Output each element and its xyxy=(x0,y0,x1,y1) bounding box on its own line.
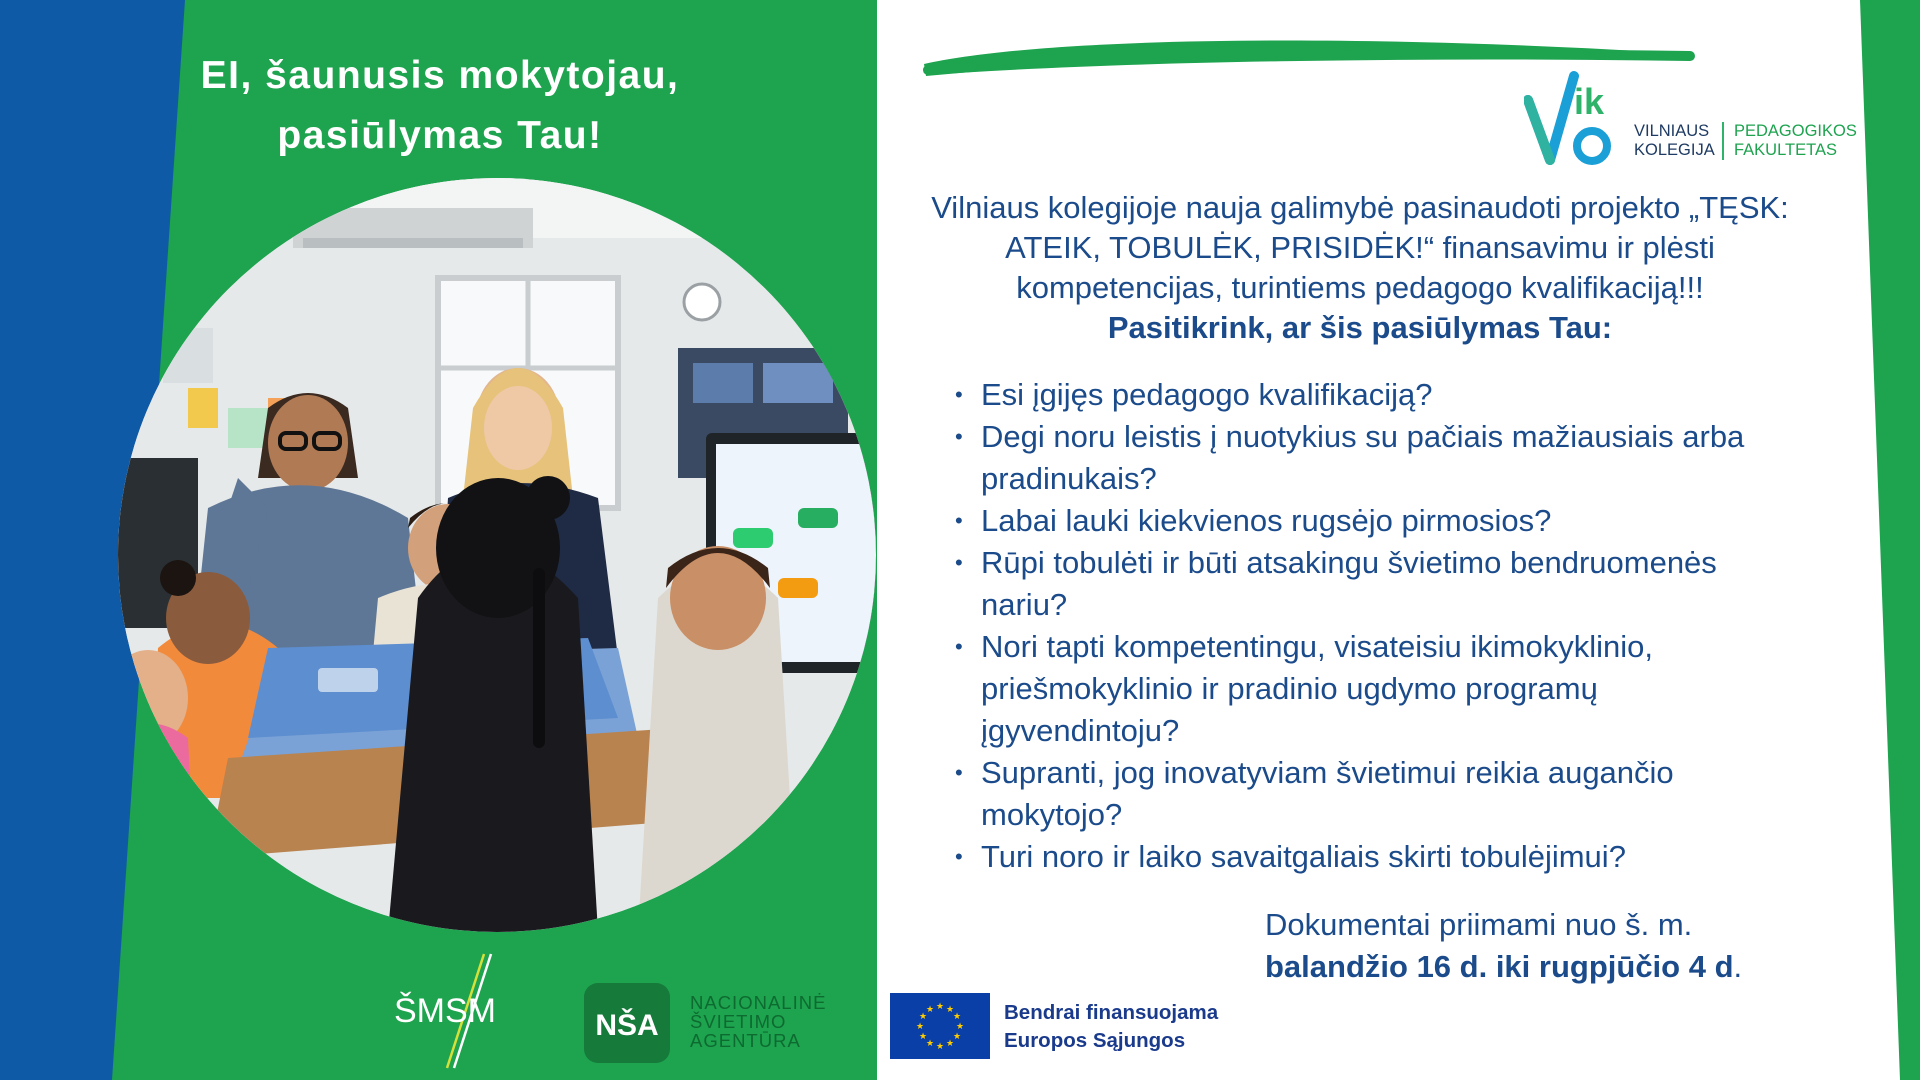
viko-logo xyxy=(1524,70,1884,170)
nsa-logo-text: NACIONALINĖ ŠVIETIMO AGENTŪRA xyxy=(690,992,827,1051)
criteria-item: • Nori tapti kompetentingu, visateisiu ikimokyklinio, priešmokyklinio ir pradinio ugdymo programų įgyvendintoju? xyxy=(955,626,1835,752)
headline xyxy=(120,46,760,166)
criteria-item: • Rūpi tobulėti ir būti atsakingu švietimo bendruomenės nariu? xyxy=(955,542,1835,626)
eu-funding-logo xyxy=(890,993,1240,1063)
svg-text:★: ★ xyxy=(952,1012,962,1022)
criteria-item: • Esi įgijęs pedagogo kvalifikaciją? xyxy=(955,374,1835,416)
documents-line-2: balandžio 16 d. iki rugpjūčio 4 d. xyxy=(1265,949,1743,984)
svg-text:★: ★ xyxy=(945,1039,955,1049)
intro-call-to-check: Pasitikrink, ar šis pasiūlymas Tau: xyxy=(1107,310,1613,345)
intro-line-1: Vilniaus kolegijoje nauja galimybė pasinaudoti projekto „TĘSK: xyxy=(931,190,1789,225)
criteria-list xyxy=(955,374,1835,878)
svg-text:★: ★ xyxy=(925,1005,935,1015)
svg-text:★: ★ xyxy=(952,1032,962,1042)
documents-deadline xyxy=(1265,904,1885,988)
criteria-item: • Degi noru leistis į nuotykius su pačiais mažiausiais arba pradinukais? xyxy=(955,416,1835,500)
criteria-item: • Labai lauki kiekvienos rugsėjo pirmosios? xyxy=(955,500,1835,542)
svg-text:★: ★ xyxy=(935,1002,945,1012)
headline-line-2: pasiūlymas Tau! xyxy=(277,114,603,157)
left-panel xyxy=(0,0,877,1080)
criteria-item: • Supranti, jog inovatyviam švietimui reikia augančio mokytojo? xyxy=(955,752,1835,836)
classroom-illustration xyxy=(118,178,876,932)
nsa-logo-mark xyxy=(584,983,674,1063)
eu-flag-icon xyxy=(890,993,990,1059)
svg-text:★: ★ xyxy=(955,1022,965,1032)
nsa-logo xyxy=(584,983,844,1063)
svg-text:ik: ik xyxy=(1574,81,1605,122)
svg-text:★: ★ xyxy=(918,1012,928,1022)
svg-text:★: ★ xyxy=(925,1039,935,1049)
viko-logo-mark xyxy=(1524,70,1634,170)
headline-line-1: EI, šaunusis mokytojau, xyxy=(200,54,680,97)
viko-logo-text-left: VILNIAUS KOLEGIJA xyxy=(1634,122,1715,159)
documents-line-1: Dokumentai priimami nuo š. m. xyxy=(1265,907,1693,942)
viko-logo-divider xyxy=(1722,122,1724,160)
intro-text xyxy=(905,188,1815,348)
criteria-item: • Turi noro ir laiko savaitgaliais skirti tobulėjimui? xyxy=(955,836,1835,878)
svg-text:★: ★ xyxy=(915,1022,925,1032)
svg-text:★: ★ xyxy=(935,1042,945,1052)
documents-dates: balandžio 16 d. iki rugpjūčio 4 d xyxy=(1265,949,1734,984)
intro-line-2: ATEIK, TOBULĖK, PRISIDĖK!“ finansavimu ir plėsti xyxy=(1005,230,1715,265)
intro-line-3: kompetencijas, turintiems pedagogo kvalifikaciją!!! xyxy=(1016,270,1704,305)
viko-logo-text-right: PEDAGOGIKOS FAKULTETAS xyxy=(1734,122,1857,159)
classroom-photo xyxy=(118,178,876,932)
nsa-logo-abbr: NŠA xyxy=(595,1009,659,1042)
svg-text:★: ★ xyxy=(918,1032,928,1042)
eu-funding-text: Bendrai finansuojama Europos Sąjungos xyxy=(1004,1001,1219,1052)
svg-text:★: ★ xyxy=(945,1005,955,1015)
smsm-logo xyxy=(392,950,522,1070)
smsm-logo-text: ŠMSM xyxy=(394,992,496,1030)
